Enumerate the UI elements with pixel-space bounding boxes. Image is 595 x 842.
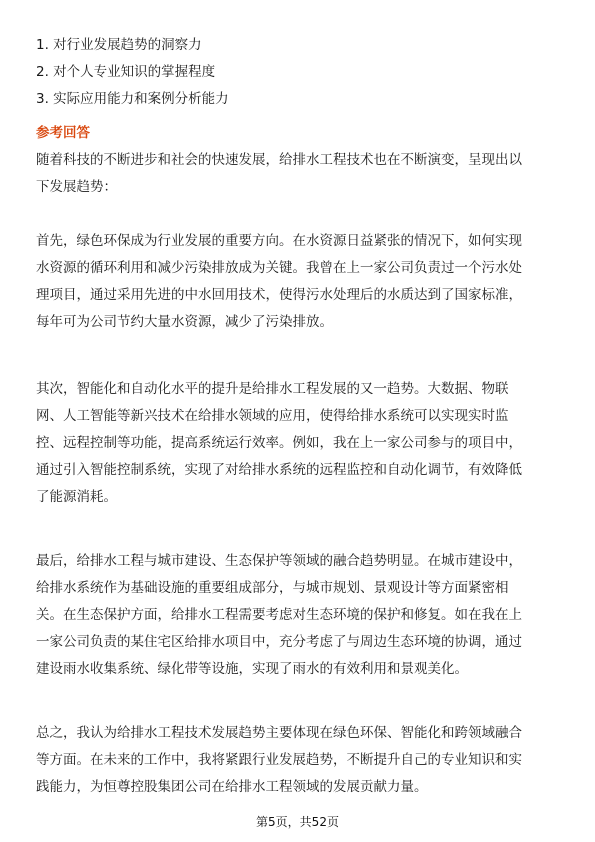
list-item: 2. 对个人专业知识的掌握程度: [36, 64, 216, 80]
paragraph-line: 一家公司负责的某住宅区给排水项目中，充分考虑了与周边生态环境的协调，通过: [36, 634, 522, 650]
paragraph-line: 下发展趋势：: [36, 179, 117, 195]
paragraph-line: 总之，我认为给排水工程技术发展趋势主要体现在绿色环保、智能化和跨领域融合: [36, 725, 522, 741]
paragraph-summary: [36, 720, 560, 801]
paragraph-line: 了能源消耗。: [36, 489, 117, 505]
page-number: 第5页，共52页: [256, 815, 339, 829]
paragraph-smart: [36, 376, 560, 511]
paragraph-line: 践能力，为恒尊控股集团公司在给排水工程领域的发展贡献力量。: [36, 779, 428, 795]
paragraph-line: 每年可为公司节约大量水资源，减少了污染排放。: [36, 314, 333, 330]
paragraph-line: 最后，给排水工程与城市建设、生态保护等领域的融合趋势明显。在城市建设中，: [36, 553, 522, 569]
paragraph-line: 网、人工智能等新兴技术在给排水领域的应用，使得给排水系统可以实现实时监: [36, 408, 509, 424]
paragraph-integration: [36, 548, 560, 683]
paragraph-line: 随着科技的不断进步和社会的快速发展，给排水工程技术也在不断演变，呈现出以: [36, 152, 522, 168]
paragraph-line: 通过引入智能控制系统，实现了对给排水系统的远程监控和自动化调节，有效降低: [36, 462, 522, 478]
paragraph-line: 建设雨水收集系统、绿化带等设施，实现了雨水的有效利用和景观美化。: [36, 661, 468, 677]
paragraph-line: 等方面。在未来的工作中，我将紧跟行业发展趋势，不断提升自己的专业知识和实: [36, 752, 522, 768]
paragraph-line: 首先，绿色环保成为行业发展的重要方向。在水资源日益紧张的情况下，如何实现: [36, 233, 522, 249]
list-item: 1. 对行业发展趋势的洞察力: [36, 37, 202, 53]
paragraph-line: 给排水系统作为基础设施的重要组成部分，与城市规划、景观设计等方面紧密相: [36, 580, 509, 596]
list-item: 3. 实际应用能力和案例分析能力: [36, 91, 229, 107]
paragraph-line: 其次，智能化和自动化水平的提升是给排水工程发展的又一趋势。大数据、物联: [36, 381, 509, 397]
criteria-list: [36, 32, 229, 113]
paragraph-line: 关。在生态保护方面，给排水工程需要考虑对生态环境的保护和修复。如在我在上: [36, 607, 522, 623]
reference-answer-heading: 参考回答: [36, 125, 90, 141]
paragraph-intro: [36, 147, 560, 201]
paragraph-line: 控、远程控制等功能，提高系统运行效率。例如，我在上一家公司参与的项目中，: [36, 435, 522, 451]
paragraph-line: 水资源的循环利用和减少污染排放成为关键。我曾在上一家公司负责过一个污水处: [36, 260, 522, 276]
paragraph-green: [36, 228, 560, 336]
paragraph-line: 理项目，通过采用先进的中水回用技术，使得污水处理后的水质达到了国家标准，: [36, 287, 522, 303]
